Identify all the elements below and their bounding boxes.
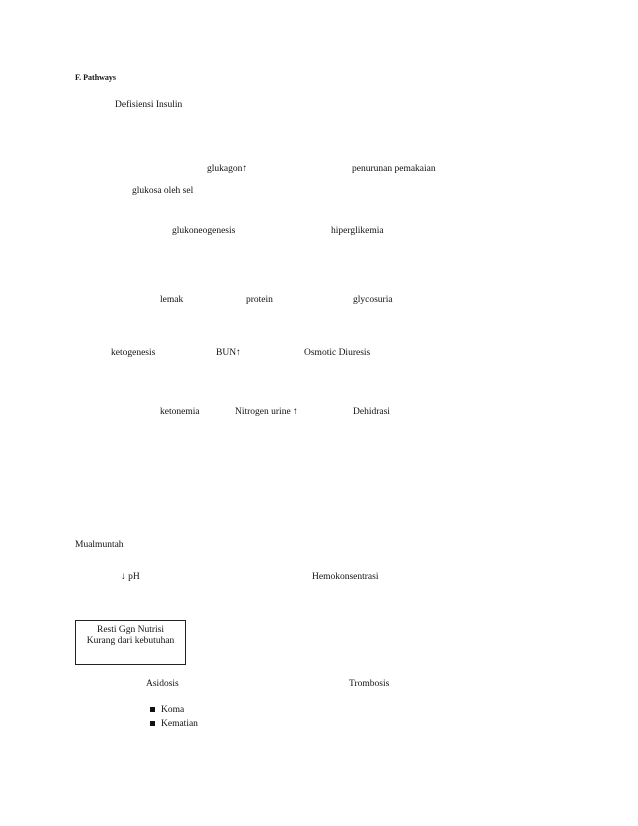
node-hiperglikemia: hiperglikemia — [331, 226, 384, 236]
square-bullet-icon — [150, 707, 155, 712]
node-nitrogen-urine: Nitrogen urine ↑ — [235, 407, 298, 417]
outcome-list — [150, 703, 198, 731]
outcome-item — [150, 703, 198, 717]
node-osmotic-diuresis: Osmotic Diuresis — [304, 348, 371, 358]
node-dehidrasi: Dehidrasi — [353, 407, 390, 417]
node-ph: ↓ pH — [121, 572, 140, 582]
box-line-2: Kurang dari kebutuhan — [86, 635, 175, 646]
node-trombosis: Trombosis — [349, 679, 390, 689]
node-penurunan-pemakaian: penurunan pemakaian — [352, 164, 436, 174]
nursing-diagnosis-box — [75, 620, 186, 665]
square-bullet-icon — [150, 721, 155, 726]
node-defisiensi-insulin: Defisiensi Insulin — [115, 100, 183, 110]
section-heading: F. Pathways — [75, 73, 117, 82]
node-protein: protein — [246, 295, 273, 305]
node-ketogenesis: ketogenesis — [111, 348, 156, 358]
node-mualmuntah: Mualmuntah — [75, 540, 124, 550]
node-ketonemia: ketonemia — [160, 407, 200, 417]
box-line-1: Resti Ggn Nutrisi — [96, 625, 165, 635]
node-glukagon: glukagon↑ — [207, 164, 248, 174]
node-asidosis: Asidosis — [146, 679, 179, 689]
node-glukoneogenesis: glukoneogenesis — [172, 226, 236, 236]
node-glukosa-oleh-sel: glukosa oleh sel — [132, 186, 194, 196]
node-glycosuria: glycosuria — [353, 295, 393, 305]
node-hemokonsentrasi: Hemokonsentrasi — [312, 572, 379, 582]
node-lemak: lemak — [160, 295, 184, 305]
outcome-item — [150, 717, 198, 731]
outcome-label: Kematian — [161, 719, 198, 729]
node-bun: BUN↑ — [216, 348, 241, 358]
outcome-label: Koma — [161, 705, 185, 715]
